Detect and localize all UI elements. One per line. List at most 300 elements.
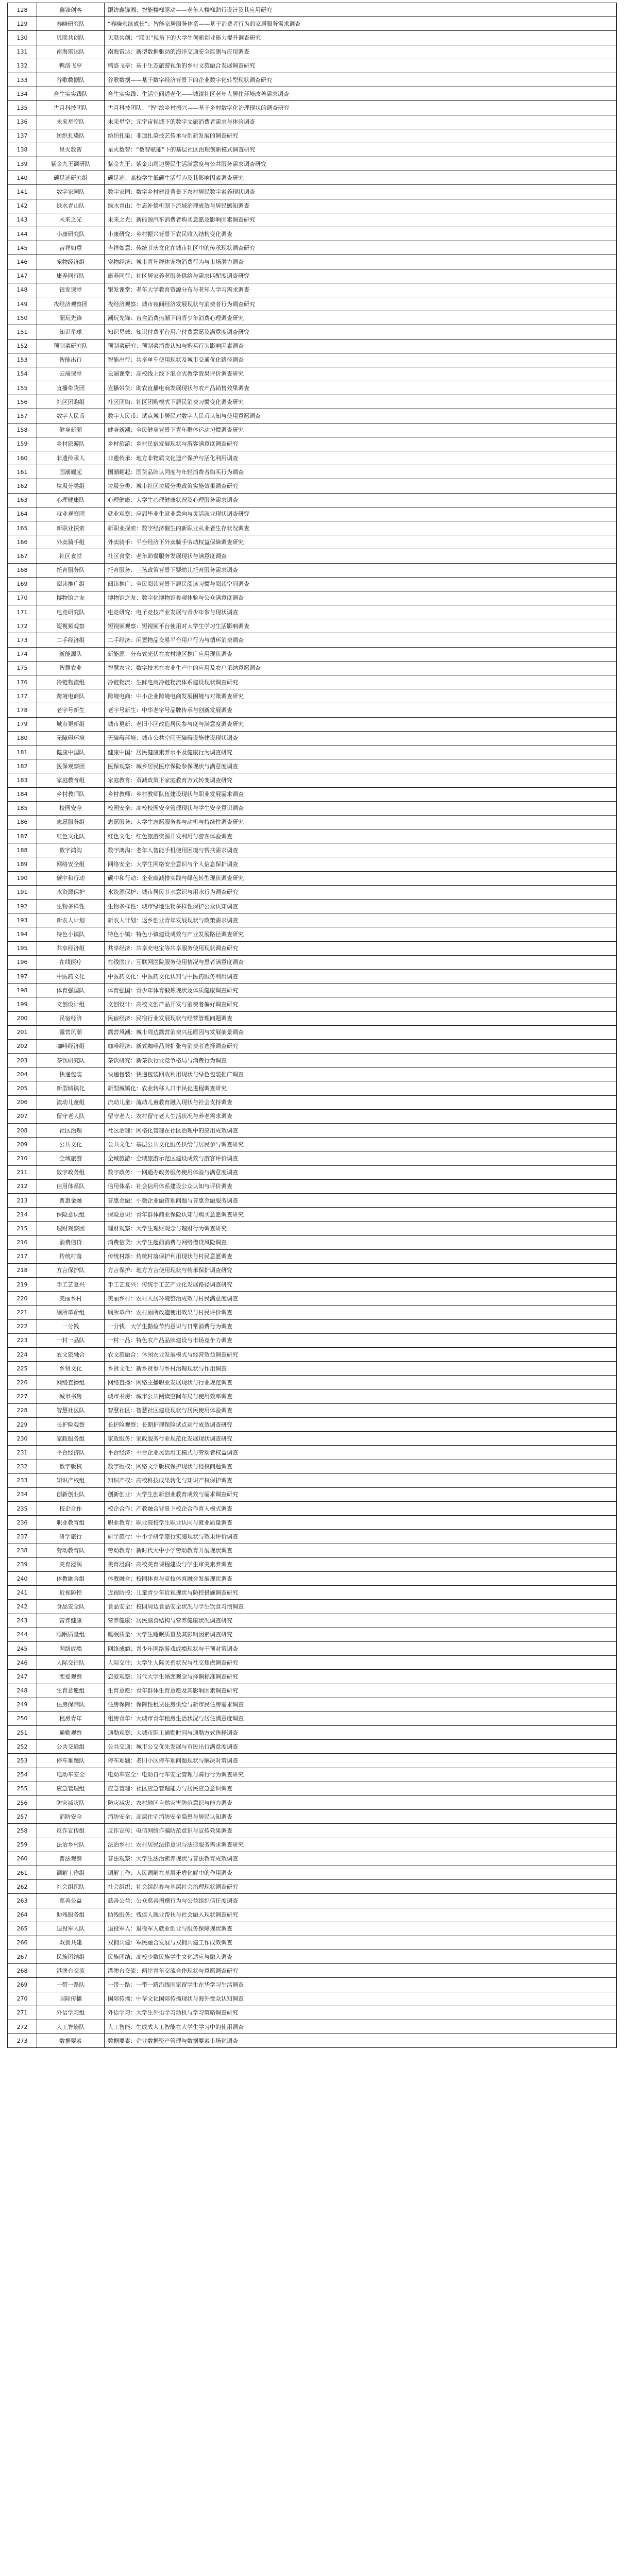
project-title: 医保观察：城乡居民医疗保险参保现状与满意度调查 [105,759,617,773]
team-name: 一分钱 [37,1319,105,1333]
table-row [8,1992,617,2006]
row-number: 167 [8,549,37,563]
table-row [8,1095,617,1109]
table-row [8,87,617,101]
table-row [8,1319,617,1333]
row-number: 148 [8,283,37,297]
team-name: 睡眠质量组 [37,1628,105,1641]
table-row [8,45,617,59]
table-row [8,451,617,465]
row-number: 129 [8,17,37,31]
project-title: 古月科技团队：“智”绘乡村振兴——基于乡村数字化治理现状的调查研究 [105,101,617,115]
team-name: 美丽乡村 [37,1292,105,1306]
row-number: 186 [8,815,37,829]
table-row [8,787,617,801]
row-number: 149 [8,297,37,311]
project-title: 网络直播：网络主播职业发展现状与行业规范调查 [105,1376,617,1389]
project-title: 健身新潮：全民健身背景下青年群体运动习惯调查研究 [105,423,617,437]
team-name: 平台经济队 [37,1446,105,1460]
row-number: 158 [8,423,37,437]
team-name: 双拥共建 [37,1936,105,1950]
table-row [8,731,617,745]
project-title: 营养健康：居民膳食结构与营养健康状况调查研究 [105,1614,617,1628]
row-number: 240 [8,1572,37,1586]
row-number: 172 [8,619,37,633]
row-number: 212 [8,1179,37,1193]
project-title: 紫金九王：紫金山周边居民生活满意度与公共服务需求调查研究 [105,157,617,171]
project-title: 乡贤文化：新乡贤参与乡村治理现状与作用调查 [105,1362,617,1376]
project-title: 租房青年：大城市青年租房生活状况与居住满意度调查 [105,1711,617,1725]
team-name: 碳中和行动 [37,871,105,885]
team-name: 医保观察团 [37,759,105,773]
row-number: 130 [8,31,37,45]
team-name: 纺织扎染队 [37,129,105,143]
project-title: 停车难题：老旧小区停车难问题现状与解决对策调查 [105,1754,617,1768]
team-name: 夜经济观察团 [37,297,105,311]
project-title: 理财观察：大学生理财观念与理财行为调查研究 [105,1222,617,1235]
row-number: 195 [8,941,37,955]
row-number: 227 [8,1389,37,1403]
row-number: 188 [8,843,37,857]
row-number: 138 [8,143,37,157]
project-title: 水资源保护：城市居民节水意识与用水行为调查研究 [105,885,617,899]
project-title: 港澳台交流：两岸青年交流合作现状与意愿调查研究 [105,1964,617,1978]
team-name: 创新创业队 [37,1487,105,1501]
row-number: 215 [8,1222,37,1235]
team-name: 消防安全 [37,1810,105,1824]
table-row [8,1487,617,1501]
table-row [8,717,617,731]
table-row [8,297,617,311]
table-row [8,759,617,773]
team-name: 外语学习组 [37,2006,105,2020]
table-row [8,843,617,857]
team-name: 碳足迹研究组 [37,171,105,185]
row-number: 128 [8,3,37,17]
row-number: 269 [8,1978,37,1992]
row-number: 273 [8,2034,37,2048]
table-row [8,1964,617,1978]
team-name: 慈善公益 [37,1894,105,1908]
team-name: 社区团购组 [37,395,105,409]
project-title: 茶饮研究：新茶饮行业竞争格局与消费行为调查 [105,1054,617,1067]
row-number: 207 [8,1109,37,1123]
team-name: 体教融合组 [37,1572,105,1586]
row-number: 147 [8,269,37,283]
table-row [8,1333,617,1347]
project-title: 应急管理：社区应急管理能力与居民应急意识调查 [105,1782,617,1795]
team-name: 一带一路队 [37,1978,105,1992]
row-number: 226 [8,1376,37,1389]
project-title: 法治乡村：农村居民法律意识与法律服务需求调查研究 [105,1838,617,1852]
team-name: 紫金九王调研队 [37,157,105,171]
table-row [8,1193,617,1207]
table-row [8,1054,617,1067]
team-name: 租房青年 [37,1711,105,1725]
project-title: 数字家园：数字乡村建设背景下农村居民数字素养现状调查 [105,185,617,199]
table-row [8,423,617,437]
row-number: 166 [8,535,37,549]
table-row [8,465,617,479]
project-title: 一分钱：大学生勤俭节约意识与日常消费行为调查 [105,1319,617,1333]
project-title: 网络安全：大学生网络安全意识与个人信息保护调查 [105,857,617,871]
team-name: 防灾减灾队 [37,1796,105,1810]
project-title: 信用体系：社会信用体系建设公众认知与评价调查 [105,1179,617,1193]
row-number: 266 [8,1936,37,1950]
team-name: 普惠金融 [37,1193,105,1207]
table-row [8,1011,617,1025]
team-name: 新型城镇化 [37,1081,105,1095]
project-title: 恋爱观察：当代大学生婚恋观念与择偶标准调查研究 [105,1670,617,1684]
team-name: 跨境电商队 [37,689,105,703]
row-number: 142 [8,199,37,213]
row-number: 225 [8,1362,37,1376]
row-number: 248 [8,1684,37,1698]
project-title: 合生实实践：生活空间适老化——城镇社区老年人居住环境改善需求调查 [105,87,617,101]
team-name: 健身新潮 [37,423,105,437]
table-row [8,1432,617,1446]
team-name: 社区食堂 [37,549,105,563]
row-number: 143 [8,213,37,227]
team-name: 职业教育组 [37,1516,105,1530]
table-row [8,171,617,185]
row-number: 132 [8,59,37,73]
table-row [8,1628,617,1641]
row-number: 164 [8,507,37,521]
project-title: 城市书房：城市公共阅读空间布局与使用效率调查 [105,1389,617,1403]
team-name: 乡贤文化 [37,1362,105,1376]
row-number: 199 [8,997,37,1011]
project-title: 跟访鑫锋湘：智能楼梯驱动——老年人楼梯助行设计及其应用研究 [105,3,617,17]
table-row [8,563,617,577]
project-title: 夜经济观察：城市夜间经济发展现状与消费者行为调查研究 [105,297,617,311]
project-title: 潮玩先锋：盲盒消费热潮下的青少年消费心理调查研究 [105,311,617,325]
table-row [8,1838,617,1852]
team-name: 未来星空队 [37,115,105,129]
project-title: 康养同行：社区居家养老服务供给与需求匹配度调查研究 [105,269,617,283]
team-name: 无障碍环境 [37,731,105,745]
project-title: 碳足迹：高校学生低碳生活行为及其影响因素调查研究 [105,171,617,185]
project-title: 长护险观察：长期护理保险试点运行成效调查研究 [105,1417,617,1431]
team-name: 宠物经济组 [37,255,105,269]
team-name: 云端课堂 [37,367,105,381]
project-title: 公共交通：城市公交优先发展与市民出行满意度调查 [105,1740,617,1754]
row-number: 218 [8,1263,37,1277]
team-name: 智能出行 [37,353,105,367]
project-title: 博物馆之友：数字化博物馆参观体验与公众满意度调查 [105,591,617,605]
row-number: 154 [8,367,37,381]
table-row [8,1698,617,1711]
table-row [8,1292,617,1306]
project-title: 纺织扎染：非遗扎染技艺传承与创新发展的调查研究 [105,129,617,143]
row-number: 247 [8,1670,37,1684]
table-row [8,269,617,283]
row-number: 258 [8,1824,37,1838]
table-row [8,1810,617,1824]
table-row [8,367,617,381]
row-number: 270 [8,1992,37,2006]
table-row [8,927,617,941]
row-number: 151 [8,325,37,339]
team-name: 公共交通组 [37,1740,105,1754]
row-number: 261 [8,1866,37,1879]
team-name: 乡村教师队 [37,787,105,801]
project-title: 新农人计划：返乡创业青年发展现状与政策需求调查 [105,913,617,927]
table-row [8,661,617,675]
team-name: 新职业探索 [37,521,105,535]
row-number: 177 [8,689,37,703]
row-number: 213 [8,1193,37,1207]
table-row [8,1165,617,1179]
team-name: 电动车安全 [37,1768,105,1782]
project-title: 民族团结：高校少数民族学生文化适应与融入调查 [105,1950,617,1964]
project-title: 研学旅行：中小学研学旅行实施现状与效果评价调查 [105,1530,617,1544]
table-row [8,1544,617,1557]
project-title: 乡村旅游：乡村民宿发展现状与游客满意度调查研究 [105,437,617,451]
team-name: 住房保障队 [37,1698,105,1711]
project-title: 托育服务：三孩政策背景下婴幼儿托育服务需求调查 [105,563,617,577]
team-name: 城市更新组 [37,717,105,731]
project-title: 预制菜研究：预制菜消费认知与购买行为影响因素调查 [105,339,617,353]
table-row [8,1711,617,1725]
team-name: 智慧社区队 [37,1403,105,1417]
table-row [8,1306,617,1319]
table-row [8,1376,617,1389]
team-name: 志愿服务组 [37,815,105,829]
project-title: 普法观察：大学生法治素养现状与普法教育成效调查 [105,1852,617,1866]
team-name: 流动儿童组 [37,1095,105,1109]
row-number: 191 [8,885,37,899]
project-title: 数据要素：企业数据资产管理与数据要素市场化调查 [105,2034,617,2048]
project-title: 碳中和行动：企业碳减排实践与绿色转型现状调查研究 [105,871,617,885]
row-number: 228 [8,1403,37,1417]
row-number: 219 [8,1278,37,1292]
team-name: 数字版权 [37,1460,105,1473]
row-number: 146 [8,255,37,269]
team-name: 古月科技团队 [37,101,105,115]
table-body [8,3,617,2048]
project-title: 冷链物流：生鲜电商冷链物流体系建设现状调查研究 [105,675,617,689]
row-number: 157 [8,409,37,423]
team-name: 知识星球 [37,325,105,339]
project-title: 数字鸿沟：老年人智能手机使用困境与帮扶需求调查 [105,843,617,857]
project-title: 校企合作：产教融合背景下校企合作育人模式调查 [105,1502,617,1516]
project-title: 公共文化：基层公共文化服务供给与居民参与调查研究 [105,1138,617,1151]
table-row [8,1852,617,1866]
team-name: 共享经济组 [37,941,105,955]
team-name: 健康中国队 [37,745,105,759]
team-name: 露营风潮 [37,1025,105,1039]
project-title: 未来之光：新能源汽车消费者购买意愿及影响因素调查研究 [105,213,617,227]
row-number: 174 [8,647,37,661]
project-title: 绿水青山：生态补偿机制下流域治理成效与居民感知调查 [105,199,617,213]
project-title: 特色小镇：特色小镇建设成效与产业发展路径调查研究 [105,927,617,941]
project-title: 美丽乡村：农村人居环境整治成效与村民满意度调查 [105,1292,617,1306]
project-list-table [7,3,617,2048]
project-title: 一村一品：特色农产品品牌建设与市场竞争力调查 [105,1333,617,1347]
table-row [8,1389,617,1403]
table-row [8,745,617,759]
table-row [8,1586,617,1600]
team-name: 星火数智 [37,143,105,157]
project-title: 电竞研究：电子竞技产业发展与青少年参与现状调查 [105,605,617,619]
project-title: 全域旅游：全域旅游示范区建设成效与游客评价调查 [105,1151,617,1165]
team-name: 农文旅融合 [37,1348,105,1362]
table-row [8,395,617,409]
team-name: 社区治理 [37,1124,105,1138]
row-number: 264 [8,1908,37,1922]
project-title: 共享经济：共享充电宝等共享服务使用现状调查研究 [105,941,617,955]
table-row [8,1249,617,1263]
team-name: 校园安全 [37,801,105,815]
table-row [8,339,617,353]
project-title: 农文旅融合：休闲农业发展模式与经营效益调查研究 [105,1348,617,1362]
table-row [8,507,617,521]
row-number: 271 [8,2006,37,2020]
project-title: 二手经济：闲置物品交易平台用户行为与循环消费调查 [105,633,617,647]
row-number: 179 [8,717,37,731]
team-name: 保险意识组 [37,1208,105,1222]
team-name: 咖啡经济组 [37,1039,105,1053]
row-number: 201 [8,1025,37,1039]
team-name: 数字家园队 [37,185,105,199]
project-title: 家庭教育：双减政策下家庭教育方式转变调查研究 [105,773,617,787]
table-row [8,1502,617,1516]
team-name: 网络直播组 [37,1376,105,1389]
row-number: 272 [8,2020,37,2034]
row-number: 135 [8,101,37,115]
table-row [8,773,617,787]
row-number: 190 [8,871,37,885]
project-title: 国际传播：中华文化国际传播现状与海外受众认知调查 [105,1992,617,2006]
table-row [8,241,617,255]
team-name: 电竞研究队 [37,605,105,619]
table-row [8,227,617,241]
team-name: 信用体系队 [37,1179,105,1193]
row-number: 268 [8,1964,37,1978]
team-name: 谷歌数据队 [37,73,105,87]
project-title: 数字政务：一网通办政务服务使用体验与满意度调查 [105,1165,617,1179]
project-title: 慈善公益：公众慈善捐赠行为与公益组织信任度调查 [105,1894,617,1908]
table-row [8,479,617,493]
project-title: 流动儿童：流动儿童教育融入现状与社会支持调查 [105,1095,617,1109]
table-row [8,675,617,689]
project-title: 吉祥如意：传统节庆文化在城市社区中的传承现状调查研究 [105,241,617,255]
project-title: 人工智能：生成式人工智能在大学生学习中的使用调查 [105,2020,617,2034]
row-number: 162 [8,479,37,493]
project-title: 未来星空：元宇宙视域下的数字文旅消费者需求与体验调查 [105,115,617,129]
table-row [8,535,617,549]
table-row [8,1263,617,1277]
team-name: 家政服务组 [37,1432,105,1446]
table-row [8,1124,617,1138]
row-number: 137 [8,129,37,143]
row-number: 257 [8,1810,37,1824]
project-title: 直播带货：助农直播电商发展现状与农产品销售效果调查 [105,381,617,395]
row-number: 259 [8,1838,37,1852]
row-number: 241 [8,1586,37,1600]
team-name: 退役军人队 [37,1922,105,1936]
table-row [8,2006,617,2020]
row-number: 170 [8,591,37,605]
project-title: 助残服务：残疾人就业帮扶与社会融入现状调查研究 [105,1908,617,1922]
project-title: “春晓永续成长”：智能家居服务体系——基于消费者行为的家居服务需求调查 [105,17,617,31]
team-name: 美育浸润 [37,1557,105,1571]
row-number: 221 [8,1306,37,1319]
project-title: 新型城镇化：农业转移人口市民化进程调查研究 [105,1081,617,1095]
row-number: 169 [8,577,37,591]
table-row [8,325,617,339]
team-name: 小康研究队 [37,227,105,241]
table-row [8,955,617,969]
table-row [8,1796,617,1810]
project-title: 通勤观察：大城市职工通勤时间与通勤方式选择调查 [105,1726,617,1740]
project-title: 外语学习：大学生外语学习动机与学习策略调查研究 [105,2006,617,2020]
row-number: 197 [8,969,37,983]
row-number: 254 [8,1768,37,1782]
team-name: 托育服务队 [37,563,105,577]
row-number: 144 [8,227,37,241]
table-row [8,885,617,899]
table-row [8,577,617,591]
team-name: 文创设计组 [37,997,105,1011]
row-number: 242 [8,1600,37,1614]
row-number: 173 [8,633,37,647]
row-number: 139 [8,157,37,171]
row-number: 210 [8,1151,37,1165]
team-name: 未来之光 [37,213,105,227]
project-title: 校园安全：高校校园安全管理现状与学生安全意识调查 [105,801,617,815]
project-title: 食品安全：校园周边食品安全状况与学生饮食习惯调查 [105,1600,617,1614]
project-title: 美育浸润：高校美育课程建设与学生审美素养调查 [105,1557,617,1571]
project-title: 近视防控：儿童青少年近视现状与防控措施调查研究 [105,1586,617,1600]
table-row [8,1222,617,1235]
team-name: 合生实实践队 [37,87,105,101]
project-title: 谷歌数据——基于数字经济背景下的企业数字化转型现状调查研究 [105,73,617,87]
table-row [8,255,617,269]
table-row [8,703,617,717]
table-row [8,1235,617,1249]
project-title: 智能出行：共享单车使用现状及城市交通优化路径调查 [105,353,617,367]
project-title: 南海雷达：新型数据驱动的海洋交通安全监测与应用调查 [105,45,617,59]
row-number: 216 [8,1235,37,1249]
table-row [8,1417,617,1431]
row-number: 194 [8,927,37,941]
table-row [8,1950,617,1964]
project-title: 短视频观察：短视频平台使用对大学生学习生活影响调查 [105,619,617,633]
row-number: 260 [8,1852,37,1866]
row-number: 133 [8,73,37,87]
team-name: 茶饮研究队 [37,1054,105,1067]
team-name: 人工智能队 [37,2020,105,2034]
project-title: 社区食堂：老年助餐服务发展现状与满意度调查 [105,549,617,563]
team-name: 心理健康队 [37,493,105,507]
team-name: 方言保护队 [37,1263,105,1277]
project-title: 电动车安全：电动自行车安全管理与骑行行为调查研究 [105,1768,617,1782]
team-name: 城市书房 [37,1389,105,1403]
project-title: 跨境电商：中小企业跨境电商发展困境与对策调查研究 [105,689,617,703]
table-row [8,3,617,17]
table-row [8,1473,617,1487]
team-name: 港澳台交流 [37,1964,105,1978]
team-name: 鑫锋创客 [37,3,105,17]
row-number: 183 [8,773,37,787]
table-row [8,409,617,423]
project-title: 保险意识：青年群体商业保险认知与购买意愿调查研究 [105,1208,617,1222]
table-row [8,801,617,815]
project-title: 银发课堂：老年大学教育资源分布与老年人学习需求调查 [105,283,617,297]
team-name: 数字人民币 [37,409,105,423]
